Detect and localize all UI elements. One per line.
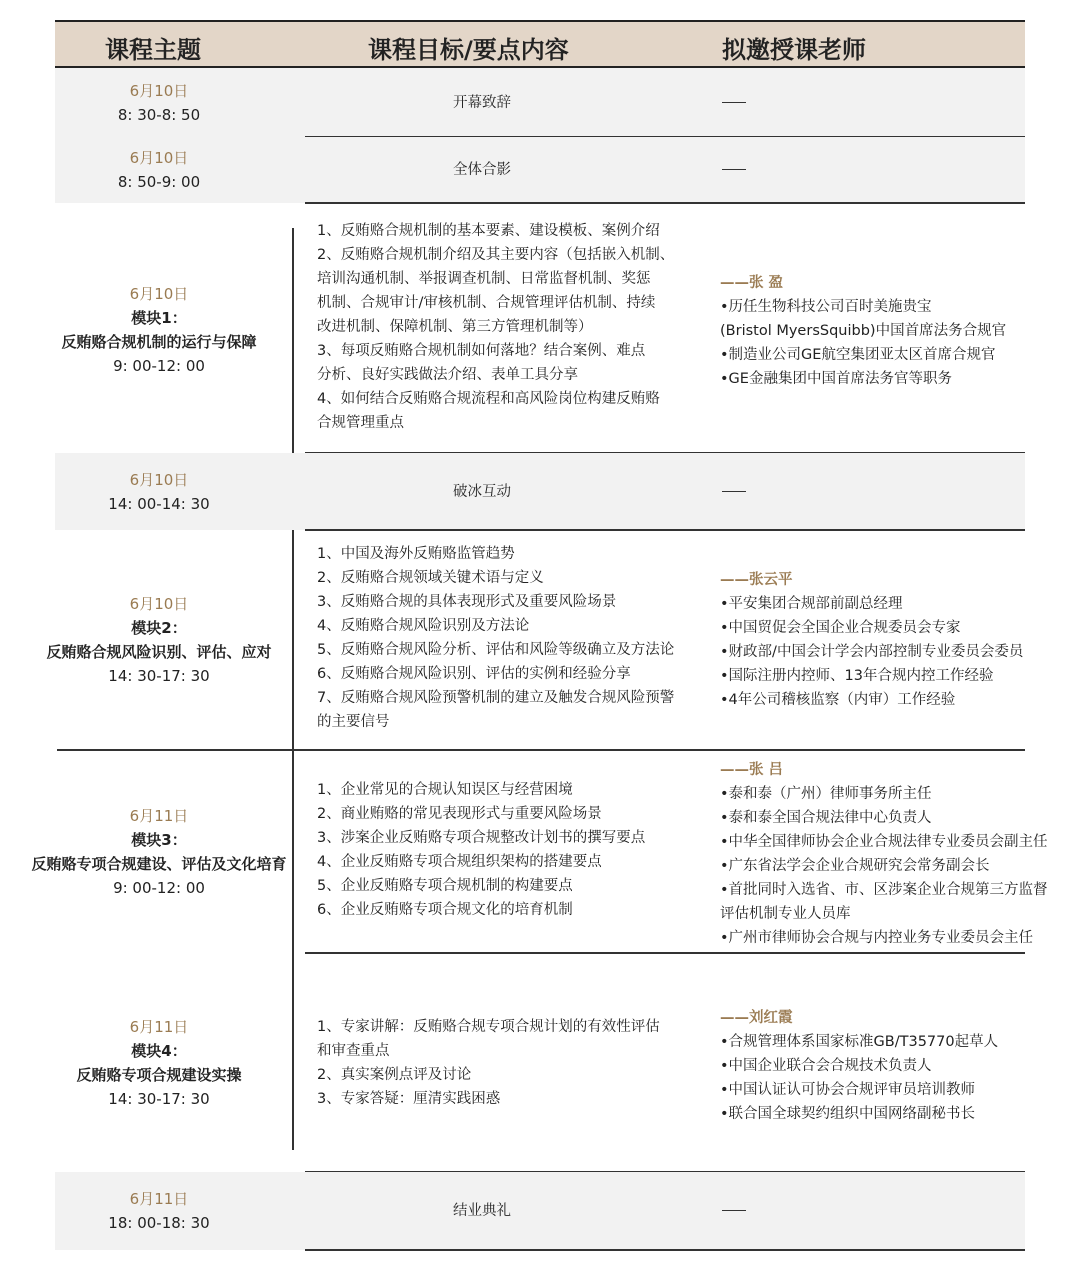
session-info (28, 282, 290, 378)
teacher-placeholder-dash (722, 491, 746, 492)
content-points (317, 1015, 717, 1111)
content-line: 4、反贿赂合规风险识别及方法论 (317, 618, 530, 634)
session-date: 6月10日 (129, 149, 189, 167)
schedule-row (31, 750, 1048, 953)
content-line: 2、真实案例点评及讨论 (317, 1067, 472, 1083)
module-label: 模块4： (131, 1042, 187, 1060)
session-info (28, 146, 290, 194)
session-date: 6月11日 (129, 807, 189, 825)
teacher-credential: •合规管理体系国家标准GB/T35770起草人 (720, 1034, 999, 1050)
teacher-credential: •首批同时入选省、市、区涉案企业合规第三方监督 (720, 882, 1048, 898)
session-time: 9: 00-12: 00 (113, 879, 205, 897)
header-course-content: 课程目标/要点内容 (368, 36, 569, 64)
session-time: 18: 00-18: 30 (108, 1214, 210, 1232)
teacher-credential: (Bristol MyersSquibb)中国首席法务合规官 (720, 323, 1007, 339)
session-content: 破冰互动 (453, 483, 511, 500)
session-content: 结业典礼 (453, 1203, 511, 1219)
row-divider (305, 1249, 1025, 1251)
teacher-name: ——张 吕 (720, 762, 784, 778)
content-line: 4、如何结合反贿赂合规流程和高风险岗位构建反贿赂 (317, 391, 660, 407)
session-info (28, 1187, 290, 1235)
content-line: 3、每项反贿赂合规机制如何落地？结合案例、难点 (317, 343, 646, 359)
module-label: 模块2： (131, 619, 187, 637)
teacher-name: ——刘红霞 (720, 1010, 793, 1026)
module-title: 反贿赂专项合规建设、评估及文化培育 (31, 855, 287, 873)
content-line: 6、反贿赂合规风险识别、评估的实例和经验分享 (317, 666, 631, 682)
session-info (28, 804, 290, 900)
content-line: 1、专家讲解：反贿赂合规专项合规计划的有效性评估 (317, 1019, 660, 1035)
content-line: 5、反贿赂合规风险分析、评估和风险等级确立及方法论 (317, 642, 675, 658)
content-line: 合规管理重点 (317, 415, 404, 431)
teacher-credential: •广州市律师协会合规与内控业务专业委员会主任 (720, 930, 1034, 946)
content-line: 1、中国及海外反贿赂监管趋势 (317, 546, 515, 562)
schedule-row (55, 1172, 1025, 1250)
teacher-name: ——张云平 (720, 572, 793, 588)
content-points (317, 219, 717, 435)
header-teacher: 拟邀授课老师 (722, 36, 866, 64)
session-info (28, 468, 290, 516)
content-line: 分析、良好实践做法介绍、表单工具分享 (317, 367, 578, 383)
session-info (28, 592, 290, 688)
schedule-row (55, 68, 1025, 137)
content-points (317, 542, 717, 734)
table-header (55, 20, 1025, 68)
session-time: 14: 30-17: 30 (108, 1090, 210, 1108)
teacher-credential: •中华全国律师协会企业合规法律专业委员会副主任 (720, 834, 1048, 850)
content-line: 3、专家答疑：厘清实践困惑 (317, 1091, 501, 1107)
teacher-info (720, 271, 1070, 391)
session-date: 6月10日 (129, 285, 189, 303)
teacher-credential: •4年公司稽核监察（内审）工作经验 (720, 692, 956, 708)
teacher-credential: •国际注册内控师、13年合规内控工作经验 (720, 668, 994, 684)
teacher-placeholder-dash (722, 1210, 746, 1211)
teacher-credential: •GE金融集团中国首席法务官等职务 (720, 371, 952, 387)
module-title: 反贿赂专项合规建设实操 (76, 1066, 242, 1084)
session-time: 8: 50-9: 00 (117, 173, 201, 191)
teacher-info (720, 758, 1070, 950)
content-line: 和审查重点 (317, 1043, 390, 1059)
content-line: 培训沟通机制、举报调查机制、日常监督机制、奖惩 (317, 271, 651, 287)
teacher-credential: 评估机制专业人员库 (720, 906, 851, 922)
content-line: 的主要信号 (317, 714, 390, 730)
module-label: 模块1： (131, 309, 187, 327)
teacher-credential: •制造业公司GE航空集团亚太区首席合规官 (720, 347, 996, 363)
content-line: 7、反贿赂合规风险预警机制的建立及触发合规风险预警 (317, 690, 675, 706)
teacher-credential: •财政部/中国会计学会内部控制专业委员会委员 (720, 644, 1024, 660)
session-date: 6月10日 (129, 595, 189, 613)
session-content: 全体合影 (453, 162, 511, 178)
teacher-name: ——张 盈 (720, 275, 784, 291)
teacher-placeholder-dash (722, 169, 746, 170)
schedule-row (55, 953, 1025, 1172)
teacher-credential: •中国企业联合会合规技术负责人 (720, 1058, 932, 1074)
content-points (317, 778, 717, 922)
teacher-credential: •泰和泰全国合规法律中心负责人 (720, 810, 932, 826)
content-line: 3、反贿赂合规的具体表现形式及重要风险场景 (317, 594, 617, 610)
content-line: 4、企业反贿赂专项合规组织架构的搭建要点 (317, 854, 602, 870)
session-time: 14: 00-14: 30 (108, 494, 210, 513)
teacher-credential: •历任生物科技公司百时美施贵宝 (720, 299, 932, 315)
session-info (28, 1015, 290, 1111)
schedule-row (46, 530, 1025, 750)
content-line: 改进机制、保障机制、第三方管理机制等） (317, 319, 593, 335)
session-date: 6月11日 (129, 1018, 189, 1036)
teacher-credential: •中国贸促会全国企业合规委员会专家 (720, 620, 961, 636)
schedule-row (55, 453, 1025, 530)
content-line: 1、企业常见的合规认知误区与经营困境 (317, 782, 573, 798)
content-line: 2、商业贿赂的常见表现形式与重要风险场景 (317, 806, 602, 822)
teacher-info (720, 1006, 1070, 1126)
teacher-placeholder-dash (722, 102, 746, 103)
session-time: 8: 30-8: 50 (117, 105, 201, 124)
module-title: 反贿赂合规风险识别、评估、应对 (46, 643, 272, 661)
schedule-row (55, 203, 1025, 453)
session-content: 开幕致辞 (453, 94, 511, 111)
content-line: 机制、合规审计/审核机制、合规管理评估机制、持续 (317, 295, 656, 311)
session-date: 6月11日 (129, 1190, 189, 1208)
content-line: 2、反贿赂合规机制介绍及其主要内容（包括嵌入机制、 (317, 247, 675, 263)
teacher-credential: •中国认证认可协会合规评审员培训教师 (720, 1082, 976, 1098)
content-line: 3、涉案企业反贿赂专项合规整改计划书的撰写要点 (317, 830, 646, 846)
teacher-credential: •联合国全球契约组织中国网络副秘书长 (720, 1106, 976, 1122)
schedule-row (55, 137, 1025, 203)
content-line: 5、企业反贿赂专项合规机制的构建要点 (317, 878, 573, 894)
teacher-info (720, 568, 1070, 712)
content-line: 6、企业反贿赂专项合规文化的培育机制 (317, 902, 573, 918)
session-time: 14: 30-17: 30 (108, 667, 210, 685)
teacher-credential: •泰和泰（广州）律师事务所主任 (720, 786, 932, 802)
teacher-credential: •广东省法学会企业合规研究会常务副会长 (720, 858, 990, 874)
teacher-credential: •平安集团合规部前副总经理 (720, 596, 903, 612)
header-course-topic: 课程主题 (105, 36, 201, 64)
module-title: 反贿赂合规机制的运行与保障 (61, 333, 257, 351)
content-line: 2、反贿赂合规领域关键术语与定义 (317, 570, 544, 586)
session-time: 9: 00-12: 00 (113, 357, 205, 375)
content-line: 1、反贿赂合规机制的基本要素、建设模板、案例介绍 (317, 223, 660, 239)
session-date: 6月10日 (129, 470, 189, 489)
session-date: 6月10日 (129, 81, 189, 100)
session-info (28, 79, 290, 127)
module-label: 模块3： (131, 831, 187, 849)
